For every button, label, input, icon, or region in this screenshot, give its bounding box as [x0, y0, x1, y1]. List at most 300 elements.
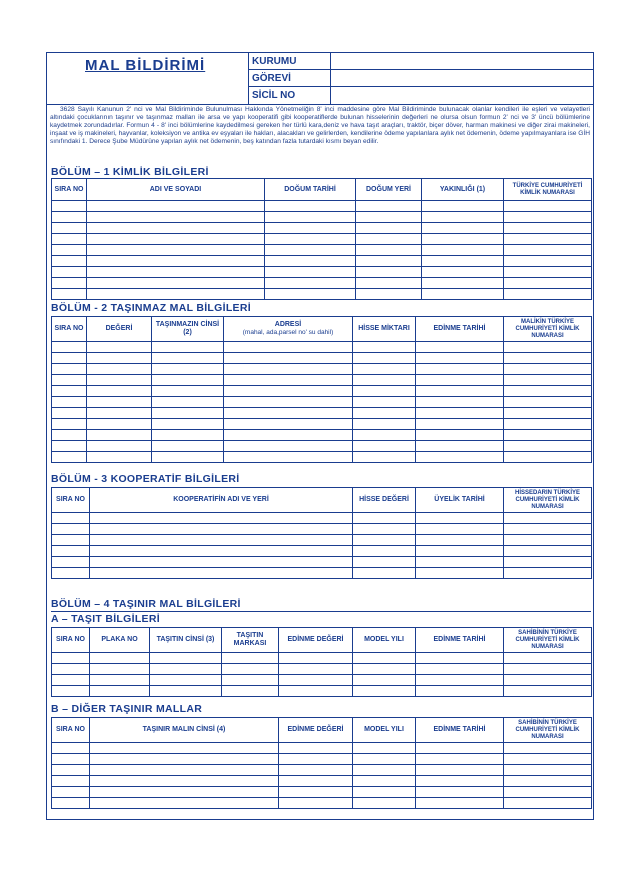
table-row [52, 513, 592, 524]
section-3-title: BÖLÜM - 3 KOOPERATİF BİLGİLERİ [51, 473, 240, 485]
form-title: MAL BİLDİRİMİ [85, 57, 206, 74]
table-cell[interactable] [87, 245, 265, 256]
table-cell[interactable] [52, 245, 87, 256]
table-cell[interactable] [356, 278, 422, 289]
section-4-rule [51, 611, 591, 612]
table-cell[interactable] [279, 653, 353, 664]
table-cell[interactable] [504, 397, 592, 408]
table-row [52, 754, 592, 765]
table-cell[interactable] [152, 364, 224, 375]
table-cell[interactable] [416, 364, 504, 375]
table-cell[interactable] [152, 408, 224, 419]
col-tasinmazin-cinsi: TAŞINMAZIN CİNSİ (2) [152, 317, 224, 342]
table-cell[interactable] [52, 386, 87, 397]
table-row [52, 267, 592, 278]
table-cell[interactable] [422, 234, 504, 245]
section-1-rows[interactable] [52, 201, 592, 300]
table-cell[interactable] [504, 686, 592, 697]
table-cell[interactable] [52, 765, 90, 776]
table-cell[interactable] [87, 397, 152, 408]
form-header [47, 53, 593, 105]
table-cell[interactable] [224, 386, 353, 397]
table-cell[interactable] [152, 386, 224, 397]
col-edinme-degeri: EDİNME DEĞERİ [279, 718, 353, 743]
table-cell[interactable] [265, 234, 356, 245]
col-uyelik-tarihi: ÜYELİK TARİHİ [416, 488, 504, 513]
table-cell[interactable] [356, 256, 422, 267]
table-cell[interactable] [87, 408, 152, 419]
intro-paragraph: 3628 Sayılı Kanunun 2' nci ve Mal Bildiriminde Bulunulması Hakkında Yönetmeliğin 8' inci maddesine göre Mal Bildiriminde bulunacak olanlar kendileri ile eşleri ve velayetleri altındaki çocuklarının taşınır ve taşınmaz malları ile arsa ve yapı kooperatifi gibi kooperatiflerde bulunan hisselerinin değerleri ne olursa olsun formun 2' nci ve 3' üncü bölümlerine kaydetmek zorundadırlar. Formun 4 - 8' inci bölümlerine kaydedilmesi gereken her türlü kara,deniz ve hava taşıt araçları, traktör, biçer döver, harman makinesi ve diğer zirai makineleri, inşaat ve iş makineleri, hayvanlar, koleksiyon ve antika ev eşyaları ile hakları, alacakları ve gelirlerden, kendilerine ödeme yapılanlara aylık net ödemenin, ödeme yapılmayanlara ise GİH sınıfındaki 1. Derece Şube Müdürüne yapılan aylık net ödemenin, beş katından fazla tutardaki kısmı beyan edilir. [50, 106, 590, 146]
col-malikin-tc-kimlik: MALİKİN TÜRKİYE CUMHURİYETİ KİMLİK NUMARASI [504, 317, 592, 342]
section-4b-rows[interactable] [52, 743, 592, 809]
table-cell[interactable] [504, 535, 592, 546]
table-cell[interactable] [279, 798, 353, 809]
table-cell[interactable] [90, 664, 150, 675]
table-cell[interactable] [52, 267, 87, 278]
table-cell[interactable] [150, 686, 222, 697]
table-cell[interactable] [90, 557, 353, 568]
table-cell[interactable] [224, 397, 353, 408]
table-cell[interactable] [52, 408, 87, 419]
table-cell[interactable] [90, 653, 150, 664]
table-cell[interactable] [353, 557, 416, 568]
section-3-rows[interactable] [52, 513, 592, 579]
table-cell[interactable] [152, 430, 224, 441]
table-cell[interactable] [224, 408, 353, 419]
table-cell[interactable] [353, 653, 416, 664]
table-cell[interactable] [504, 430, 592, 441]
table-cell[interactable] [504, 787, 592, 798]
table-cell[interactable] [279, 754, 353, 765]
table-cell[interactable] [416, 419, 504, 430]
table-cell[interactable] [504, 546, 592, 557]
table-cell[interactable] [52, 664, 90, 675]
table-cell[interactable] [224, 441, 353, 452]
table-cell[interactable] [416, 653, 504, 664]
section-2-table [51, 316, 592, 463]
table-cell[interactable] [90, 513, 353, 524]
table-cell[interactable] [422, 223, 504, 234]
table-row [52, 653, 592, 664]
table-cell[interactable] [87, 419, 152, 430]
table-cell[interactable] [52, 397, 87, 408]
table-cell[interactable] [353, 397, 416, 408]
col-sira-no: SIRA NO [52, 317, 87, 342]
table-cell[interactable] [87, 364, 152, 375]
table-cell[interactable] [52, 787, 90, 798]
table-cell[interactable] [90, 798, 279, 809]
table-cell[interactable] [152, 375, 224, 386]
table-cell[interactable] [356, 245, 422, 256]
table-cell[interactable] [90, 776, 279, 787]
table-cell[interactable] [504, 419, 592, 430]
table-row [52, 278, 592, 289]
table-cell[interactable] [152, 441, 224, 452]
table-cell[interactable] [416, 430, 504, 441]
table-cell[interactable] [152, 342, 224, 353]
col-adi-soyadi: ADI VE SOYADI [87, 179, 265, 201]
table-cell[interactable] [52, 686, 90, 697]
table-cell[interactable] [504, 452, 592, 463]
table-row [52, 212, 592, 223]
table-cell[interactable] [416, 397, 504, 408]
section-4a-title: A – TAŞIT BİLGİLERİ [51, 613, 160, 625]
table-cell[interactable] [52, 364, 87, 375]
table-cell[interactable] [152, 419, 224, 430]
table-row [52, 452, 592, 463]
table-row [52, 787, 592, 798]
table-cell[interactable] [356, 234, 422, 245]
table-cell[interactable] [353, 686, 416, 697]
table-cell[interactable] [90, 524, 353, 535]
table-cell[interactable] [504, 353, 592, 364]
table-cell[interactable] [353, 364, 416, 375]
table-cell[interactable] [87, 342, 152, 353]
table-cell[interactable] [416, 664, 504, 675]
table-cell[interactable] [265, 223, 356, 234]
table-cell[interactable] [90, 765, 279, 776]
table-cell[interactable] [416, 557, 504, 568]
table-cell[interactable] [504, 664, 592, 675]
table-cell[interactable] [87, 267, 265, 278]
table-cell[interactable] [504, 278, 592, 289]
table-row [52, 430, 592, 441]
table-cell[interactable] [504, 267, 592, 278]
table-cell[interactable] [353, 664, 416, 675]
form-sheet [46, 52, 594, 820]
table-cell[interactable] [265, 212, 356, 223]
sicil-no-label: SİCİL NO [249, 87, 331, 104]
table-cell[interactable] [504, 212, 592, 223]
col-sira-no: SIRA NO [52, 179, 87, 201]
table-cell[interactable] [416, 754, 504, 765]
table-row [52, 441, 592, 452]
header-row-kurumu[interactable] [249, 53, 593, 70]
table-cell[interactable] [224, 342, 353, 353]
table-cell[interactable] [504, 201, 592, 212]
table-cell[interactable] [52, 754, 90, 765]
section-2-rows[interactable] [52, 342, 592, 463]
table-row [52, 798, 592, 809]
table-row [52, 342, 592, 353]
table-row [52, 256, 592, 267]
table-cell[interactable] [152, 353, 224, 364]
table-cell[interactable] [504, 653, 592, 664]
table-cell[interactable] [224, 452, 353, 463]
table-cell[interactable] [87, 201, 265, 212]
table-cell[interactable] [90, 754, 279, 765]
col-kooperatif-adi: KOOPERATİFİN ADI VE YERİ [90, 488, 353, 513]
table-cell[interactable] [504, 364, 592, 375]
table-cell[interactable] [353, 452, 416, 463]
table-cell[interactable] [416, 535, 504, 546]
table-cell[interactable] [504, 557, 592, 568]
table-cell[interactable] [416, 776, 504, 787]
table-cell[interactable] [416, 342, 504, 353]
table-cell[interactable] [265, 289, 356, 300]
table-cell[interactable] [416, 568, 504, 579]
table-cell[interactable] [87, 452, 152, 463]
table-cell[interactable] [504, 513, 592, 524]
table-cell[interactable] [52, 798, 90, 809]
table-cell[interactable] [416, 452, 504, 463]
table-cell[interactable] [87, 430, 152, 441]
table-cell[interactable] [52, 223, 87, 234]
table-cell[interactable] [353, 675, 416, 686]
col-plaka-no: PLAKA NO [90, 628, 150, 653]
table-cell[interactable] [356, 212, 422, 223]
table-cell[interactable] [353, 375, 416, 386]
section-4a-table [51, 627, 592, 697]
table-cell[interactable] [353, 513, 416, 524]
table-cell[interactable] [504, 441, 592, 452]
table-cell[interactable] [52, 342, 87, 353]
table-cell[interactable] [422, 256, 504, 267]
col-model-yili: MODEL YILI [353, 718, 416, 743]
table-cell[interactable] [504, 524, 592, 535]
table-cell[interactable] [353, 386, 416, 397]
col-sira-no: SIRA NO [52, 718, 90, 743]
col-hisse-degeri: HİSSE DEĞERİ [353, 488, 416, 513]
table-cell[interactable] [422, 212, 504, 223]
table-cell[interactable] [224, 364, 353, 375]
table-cell[interactable] [87, 386, 152, 397]
table-cell[interactable] [222, 686, 279, 697]
table-cell[interactable] [52, 524, 90, 535]
table-cell[interactable] [353, 441, 416, 452]
table-cell[interactable] [504, 743, 592, 754]
col-dogum-tarihi: DOĞUM TARİHİ [265, 179, 356, 201]
col-hisse-miktari: HİSSE MİKTARI [353, 317, 416, 342]
table-cell[interactable] [416, 675, 504, 686]
table-cell[interactable] [422, 267, 504, 278]
table-cell[interactable] [422, 245, 504, 256]
table-cell[interactable] [279, 686, 353, 697]
table-cell[interactable] [52, 452, 87, 463]
table-cell[interactable] [150, 675, 222, 686]
table-cell[interactable] [353, 430, 416, 441]
table-cell[interactable] [504, 234, 592, 245]
table-cell[interactable] [90, 546, 353, 557]
table-cell[interactable] [504, 408, 592, 419]
table-row [52, 364, 592, 375]
table-cell[interactable] [224, 430, 353, 441]
table-row [52, 419, 592, 430]
table-cell[interactable] [222, 653, 279, 664]
table-cell[interactable] [356, 267, 422, 278]
kurumu-label: KURUMU [249, 53, 331, 69]
table-cell[interactable] [353, 353, 416, 364]
adresi-note: (mahal, ada,parsel no' su dahil) [242, 329, 334, 336]
table-cell[interactable] [52, 278, 87, 289]
table-cell[interactable] [416, 743, 504, 754]
table-cell[interactable] [416, 513, 504, 524]
table-row [52, 675, 592, 686]
header-row-sicil[interactable] [249, 87, 593, 105]
table-cell[interactable] [504, 245, 592, 256]
table-cell[interactable] [279, 787, 353, 798]
table-cell[interactable] [52, 776, 90, 787]
header-row-gorevi[interactable] [249, 70, 593, 87]
table-cell[interactable] [87, 375, 152, 386]
table-cell[interactable] [52, 353, 87, 364]
table-cell[interactable] [52, 212, 87, 223]
table-cell[interactable] [52, 234, 87, 245]
table-cell[interactable] [422, 201, 504, 212]
table-cell[interactable] [356, 223, 422, 234]
table-cell[interactable] [353, 546, 416, 557]
table-cell[interactable] [353, 419, 416, 430]
table-cell[interactable] [265, 267, 356, 278]
table-cell[interactable] [504, 776, 592, 787]
table-cell[interactable] [52, 375, 87, 386]
table-cell[interactable] [504, 375, 592, 386]
table-cell[interactable] [353, 524, 416, 535]
table-cell[interactable] [222, 675, 279, 686]
table-cell[interactable] [416, 686, 504, 697]
table-cell[interactable] [279, 776, 353, 787]
title-cell [47, 53, 249, 105]
table-cell[interactable] [422, 278, 504, 289]
table-cell[interactable] [416, 408, 504, 419]
table-cell[interactable] [90, 686, 150, 697]
table-cell[interactable] [222, 664, 279, 675]
table-row [52, 765, 592, 776]
table-cell[interactable] [504, 798, 592, 809]
table-cell[interactable] [52, 535, 90, 546]
col-edinme-tarihi: EDİNME TARİHİ [416, 718, 504, 743]
gorevi-label: GÖREVİ [249, 70, 331, 86]
col-edinme-tarihi: EDİNME TARİHİ [416, 628, 504, 653]
table-cell[interactable] [152, 452, 224, 463]
table-cell[interactable] [353, 787, 416, 798]
col-hissedar-tc-kimlik: HİSSEDARIN TÜRKİYE CUMHURİYETİ KİMLİK NUMARASI [504, 488, 592, 513]
table-row [52, 245, 592, 256]
col-model-yili: MODEL YILI [353, 628, 416, 653]
table-cell[interactable] [224, 375, 353, 386]
table-cell[interactable] [90, 787, 279, 798]
table-cell[interactable] [504, 754, 592, 765]
section-4a-rows[interactable] [52, 653, 592, 697]
table-cell[interactable] [87, 441, 152, 452]
table-cell[interactable] [150, 653, 222, 664]
table-cell[interactable] [416, 765, 504, 776]
table-cell[interactable] [416, 524, 504, 535]
table-cell[interactable] [90, 743, 279, 754]
table-cell[interactable] [52, 256, 87, 267]
table-cell[interactable] [52, 546, 90, 557]
table-cell[interactable] [504, 256, 592, 267]
table-cell[interactable] [87, 234, 265, 245]
table-cell[interactable] [52, 568, 90, 579]
table-cell[interactable] [87, 353, 152, 364]
section-4b-table [51, 717, 592, 809]
table-cell[interactable] [504, 342, 592, 353]
table-cell[interactable] [52, 201, 87, 212]
table-cell[interactable] [150, 664, 222, 675]
table-row [52, 664, 592, 675]
table-cell[interactable] [353, 765, 416, 776]
table-cell[interactable] [265, 245, 356, 256]
table-cell[interactable] [353, 743, 416, 754]
table-row [52, 375, 592, 386]
table-cell[interactable] [52, 557, 90, 568]
table-cell[interactable] [504, 568, 592, 579]
table-cell[interactable] [152, 397, 224, 408]
section-3-table [51, 487, 592, 579]
section-2-title: BÖLÜM - 2 TAŞINMAZ MAL BİLGİLERİ [51, 302, 251, 314]
table-row [52, 289, 592, 300]
table-cell[interactable] [87, 278, 265, 289]
table-row [52, 776, 592, 787]
table-cell[interactable] [52, 419, 87, 430]
table-cell[interactable] [87, 256, 265, 267]
table-cell[interactable] [504, 675, 592, 686]
table-cell[interactable] [504, 386, 592, 397]
table-cell[interactable] [416, 441, 504, 452]
table-cell[interactable] [504, 765, 592, 776]
table-cell[interactable] [353, 342, 416, 353]
table-cell[interactable] [265, 256, 356, 267]
table-cell[interactable] [279, 664, 353, 675]
table-cell[interactable] [87, 212, 265, 223]
table-row [52, 557, 592, 568]
table-cell[interactable] [87, 289, 265, 300]
table-cell[interactable] [265, 278, 356, 289]
table-cell[interactable] [353, 798, 416, 809]
table-cell[interactable] [353, 535, 416, 546]
table-cell[interactable] [353, 776, 416, 787]
col-tasitin-markasi: TAŞITIN MARKASI [222, 628, 279, 653]
table-cell[interactable] [90, 675, 150, 686]
table-cell[interactable] [353, 568, 416, 579]
table-cell[interactable] [279, 765, 353, 776]
col-edinme-degeri: EDİNME DEĞERİ [279, 628, 353, 653]
table-cell[interactable] [416, 546, 504, 557]
table-cell[interactable] [52, 743, 90, 754]
table-cell[interactable] [52, 513, 90, 524]
table-cell[interactable] [52, 653, 90, 664]
table-cell[interactable] [504, 223, 592, 234]
table-cell[interactable] [353, 754, 416, 765]
table-cell[interactable] [356, 201, 422, 212]
col-tc-kimlik: TÜRKİYE CUMHURİYETİ KİMLİK NUMARASI [504, 179, 592, 201]
table-cell[interactable] [353, 408, 416, 419]
table-cell[interactable] [224, 353, 353, 364]
table-cell[interactable] [224, 419, 353, 430]
table-cell[interactable] [356, 289, 422, 300]
table-cell[interactable] [52, 289, 87, 300]
table-cell[interactable] [90, 535, 353, 546]
table-cell[interactable] [416, 386, 504, 397]
table-row [52, 408, 592, 419]
table-cell[interactable] [416, 798, 504, 809]
table-cell[interactable] [52, 441, 87, 452]
table-cell[interactable] [279, 675, 353, 686]
table-cell[interactable] [279, 743, 353, 754]
table-cell[interactable] [504, 289, 592, 300]
table-cell[interactable] [416, 353, 504, 364]
table-cell[interactable] [416, 787, 504, 798]
table-cell[interactable] [265, 201, 356, 212]
table-cell[interactable] [52, 430, 87, 441]
table-cell[interactable] [422, 289, 504, 300]
table-cell[interactable] [90, 568, 353, 579]
table-cell[interactable] [416, 375, 504, 386]
table-cell[interactable] [87, 223, 265, 234]
col-tasinir-malin-cinsi: TAŞINIR MALIN CİNSİ (4) [90, 718, 279, 743]
table-cell[interactable] [52, 675, 90, 686]
